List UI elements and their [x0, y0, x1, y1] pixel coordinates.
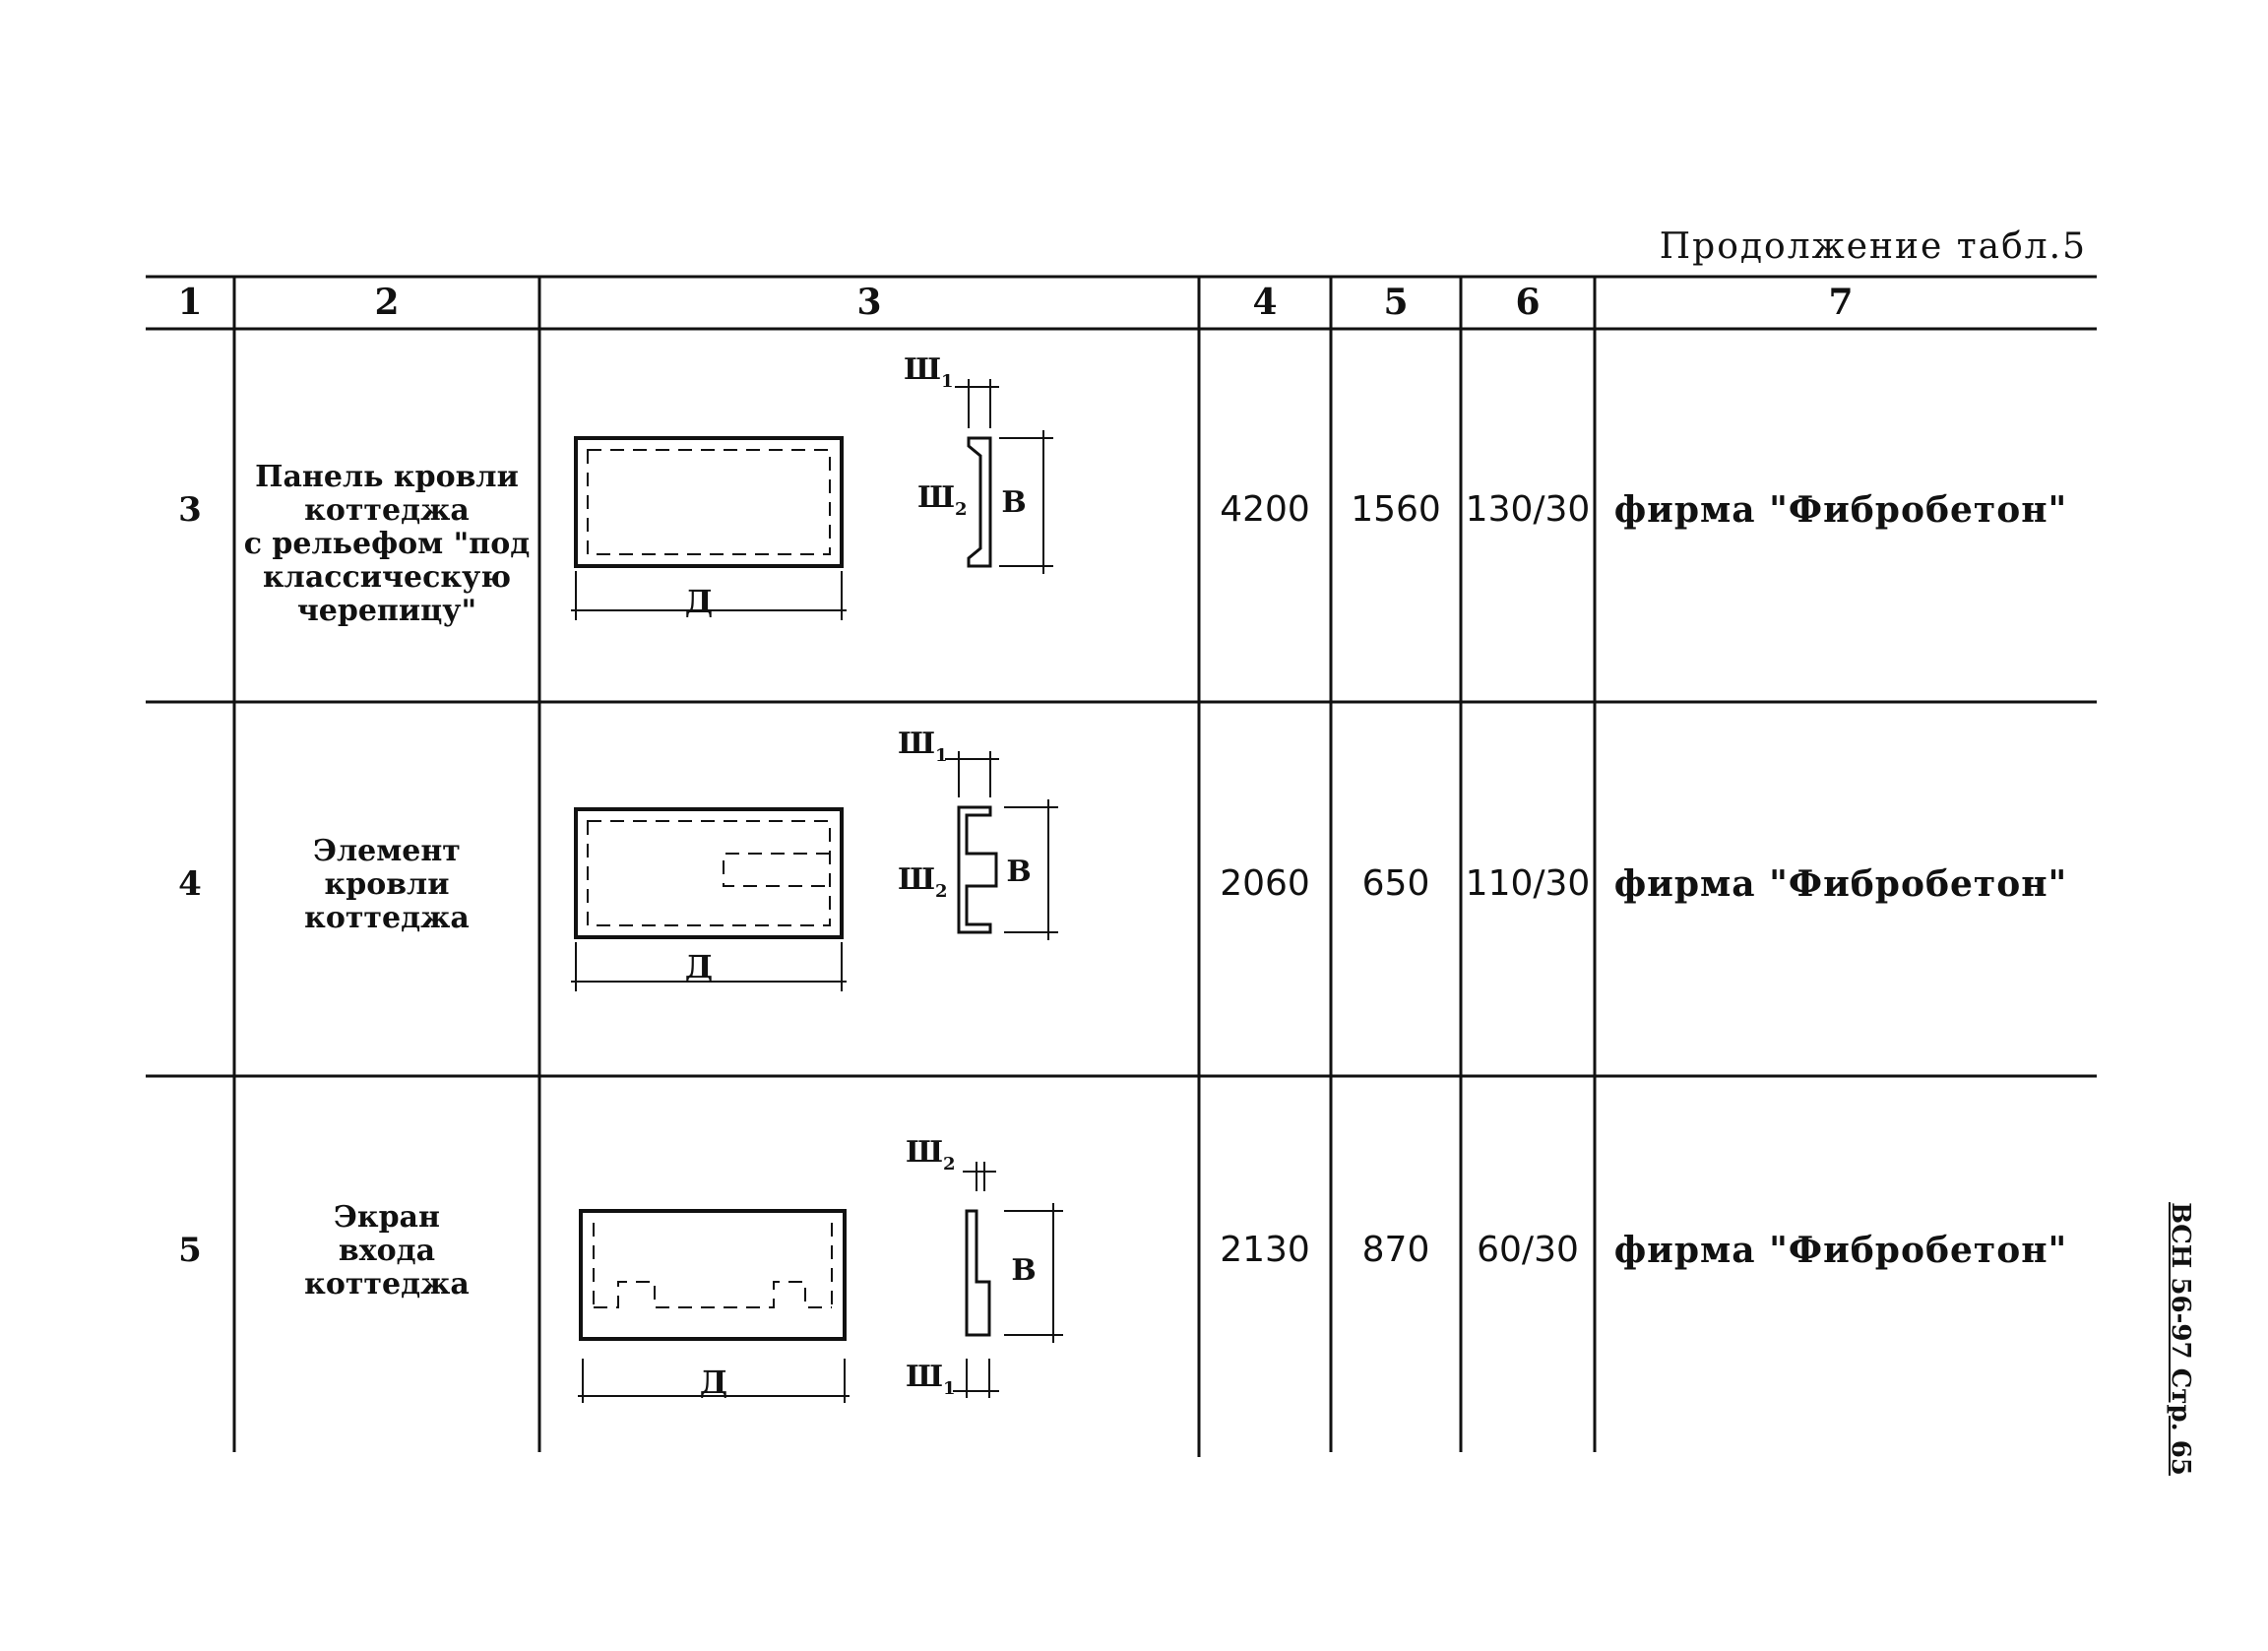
thickness-2-label: $Ш_2$ [906, 1135, 956, 1175]
source-value: фирма "Фибробетон" [1613, 489, 2068, 531]
length-label: Д [684, 948, 714, 985]
length-value: 4200 [1220, 489, 1310, 530]
width-label: В [1011, 1253, 1037, 1288]
header-col-6: 6 [1515, 282, 1541, 323]
item-name: Экран входа коттеджа [304, 1200, 470, 1302]
item-name: Панель кровли коттеджа с рельефом "под классическую черепицу" [243, 460, 531, 628]
thickness-value: 60/30 [1477, 1230, 1579, 1270]
row-number: 5 [178, 1231, 202, 1270]
row-number: 4 [178, 864, 202, 904]
roof-panel-drawing [551, 349, 1191, 645]
length-value: 2130 [1220, 1230, 1310, 1270]
item-name: Элемент кровли коттеджа [304, 834, 470, 935]
table-caption: Продолжение табл.5 [1659, 226, 2087, 267]
page-footer-side-label: ВСН 56-97 Стр. 65 [2166, 1202, 2195, 1476]
width-value: 650 [1361, 863, 1430, 904]
header-col-4: 4 [1252, 282, 1278, 323]
header-col-1: 1 [177, 282, 203, 323]
thickness-1-label: $Ш_1$ [906, 1360, 956, 1399]
length-label: Д [699, 1364, 728, 1401]
row-number: 3 [178, 490, 202, 530]
header-col-5: 5 [1383, 282, 1409, 323]
width-label: В [1001, 485, 1027, 520]
source-value: фирма "Фибробетон" [1613, 863, 2068, 905]
thickness-1-label: $Ш_1$ [904, 352, 954, 392]
header-col-3: 3 [856, 282, 882, 323]
source-value: фирма "Фибробетон" [1613, 1230, 2068, 1271]
length-label: Д [684, 583, 714, 620]
thickness-2-label: $Ш_2$ [917, 480, 968, 520]
thickness-value: 110/30 [1465, 863, 1591, 904]
width-value: 870 [1361, 1230, 1430, 1270]
length-value: 2060 [1220, 863, 1310, 904]
thickness-value: 130/30 [1465, 489, 1591, 530]
width-label: В [1006, 855, 1032, 889]
header-col-2: 2 [374, 282, 400, 323]
thickness-2-label: $Ш_2$ [898, 862, 948, 902]
width-value: 1560 [1351, 489, 1441, 530]
thickness-1-label: $Ш_1$ [898, 727, 948, 766]
header-col-7: 7 [1828, 282, 1854, 323]
entrance-screen-drawing [551, 1112, 1191, 1428]
roof-element-drawing [551, 724, 1191, 1019]
